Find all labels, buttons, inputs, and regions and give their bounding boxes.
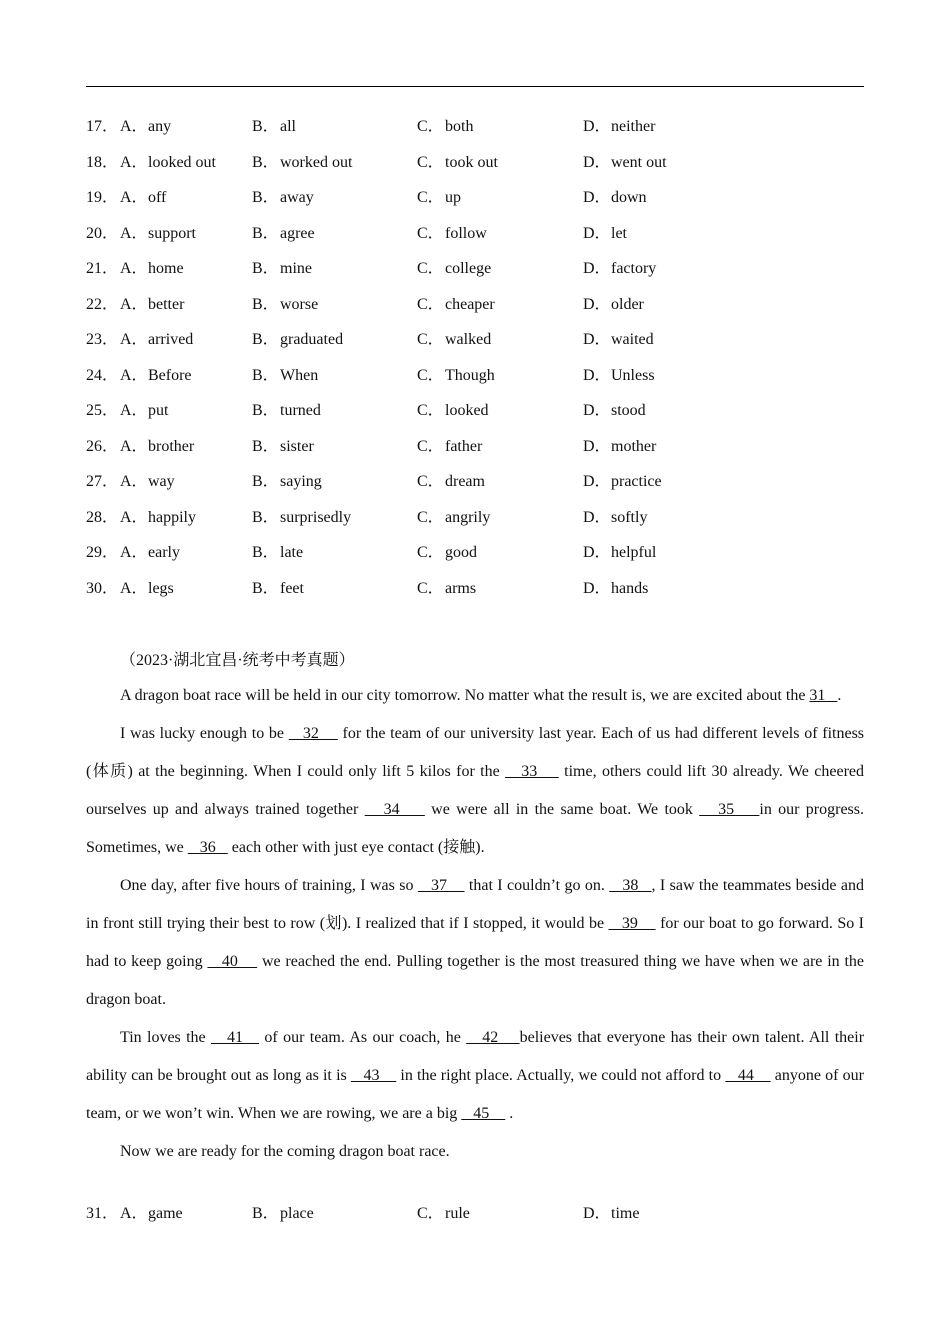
option-a bbox=[120, 151, 216, 175]
option-a bbox=[120, 328, 193, 352]
option-text: game bbox=[148, 1205, 183, 1222]
option-letter: A． bbox=[120, 189, 148, 206]
option-letter: C． bbox=[417, 437, 444, 455]
option-letter: A． bbox=[120, 260, 148, 277]
option-text: arrived bbox=[148, 331, 194, 348]
option-text: looked out bbox=[148, 153, 216, 171]
option-a bbox=[120, 115, 171, 139]
question-row bbox=[86, 257, 864, 281]
question-row bbox=[86, 577, 864, 601]
blank-38: 38 bbox=[609, 877, 652, 894]
option-text: hands bbox=[611, 579, 649, 597]
option-letter: C． bbox=[417, 224, 444, 242]
option-text: cheaper bbox=[445, 295, 495, 313]
option-c bbox=[417, 435, 482, 459]
option-text: legs bbox=[148, 579, 174, 597]
option-letter: B． bbox=[252, 118, 279, 135]
option-c bbox=[417, 115, 473, 139]
passage-source: （2023·湖北宜昌·统考中考真题） bbox=[120, 652, 355, 669]
option-a bbox=[120, 435, 194, 459]
blank-41: 41 bbox=[211, 1029, 260, 1046]
option-letter: D． bbox=[583, 331, 611, 348]
option-letter: D． bbox=[583, 437, 611, 455]
option-text: late bbox=[280, 544, 304, 561]
option-letter: A． bbox=[120, 153, 148, 171]
option-letter: C． bbox=[417, 1205, 444, 1222]
option-d bbox=[583, 470, 662, 494]
option-letter: D． bbox=[583, 295, 611, 313]
option-text: looked bbox=[445, 402, 489, 419]
option-b bbox=[252, 115, 296, 139]
option-a bbox=[120, 364, 192, 388]
option-letter: B． bbox=[252, 437, 279, 455]
option-text: both bbox=[445, 118, 474, 135]
question-number: 30． bbox=[86, 579, 119, 597]
option-text: neither bbox=[611, 118, 656, 135]
option-text: better bbox=[148, 295, 185, 313]
option-text: off bbox=[148, 189, 167, 206]
option-letter: A． bbox=[120, 224, 148, 242]
option-d bbox=[583, 1202, 639, 1226]
question-row bbox=[86, 151, 864, 175]
option-letter: B． bbox=[252, 402, 279, 419]
blank-33: 33 bbox=[505, 763, 559, 780]
option-a bbox=[120, 470, 175, 494]
option-letter: C． bbox=[417, 295, 444, 313]
option-letter: A． bbox=[120, 544, 148, 561]
option-text: mother bbox=[611, 437, 657, 455]
option-letter: A． bbox=[120, 295, 148, 313]
option-text: stood bbox=[611, 402, 646, 419]
question-number: 25． bbox=[86, 402, 119, 419]
option-text: went out bbox=[611, 153, 667, 171]
question-row bbox=[86, 328, 864, 352]
passage-paragraph-5: Now we are ready for the coming dragon boat race. bbox=[120, 1143, 450, 1160]
option-letter: D． bbox=[583, 402, 611, 419]
option-letter: D． bbox=[583, 189, 611, 206]
option-d bbox=[583, 151, 667, 175]
option-text: dream bbox=[445, 473, 485, 490]
question-row bbox=[86, 115, 864, 139]
option-a bbox=[120, 577, 174, 601]
option-text: helpful bbox=[611, 544, 657, 561]
option-b bbox=[252, 1202, 314, 1226]
option-letter: B． bbox=[252, 153, 279, 171]
question-row bbox=[86, 506, 864, 530]
blank-43: 43 bbox=[350, 1067, 397, 1084]
question-row bbox=[86, 222, 864, 246]
option-d bbox=[583, 293, 644, 317]
option-text: saying bbox=[280, 473, 322, 490]
option-text: early bbox=[148, 544, 180, 561]
option-a bbox=[120, 541, 180, 565]
question-number: 29． bbox=[86, 544, 119, 561]
option-d bbox=[583, 506, 647, 530]
option-text: factory bbox=[611, 260, 657, 277]
option-a bbox=[120, 257, 184, 281]
option-c bbox=[417, 506, 490, 530]
blank-39: 39 bbox=[608, 915, 656, 932]
option-text: feet bbox=[280, 579, 304, 597]
question-number: 31． bbox=[86, 1205, 119, 1222]
option-letter: B． bbox=[252, 366, 279, 384]
option-letter: B． bbox=[252, 1205, 279, 1222]
option-letter: C． bbox=[417, 579, 444, 597]
question-number: 18． bbox=[86, 153, 119, 171]
option-letter: A． bbox=[120, 118, 148, 135]
passage-paragraph-1: A dragon boat race will be held in our city tomorrow. No matter what the result is, we are excited about the 31 . bbox=[120, 687, 842, 704]
option-text: graduated bbox=[280, 331, 344, 348]
option-letter: B． bbox=[252, 295, 279, 313]
question-row bbox=[86, 364, 864, 388]
option-b bbox=[252, 541, 303, 565]
option-text: away bbox=[280, 189, 314, 206]
option-text: worked out bbox=[280, 153, 353, 171]
question-row bbox=[86, 293, 864, 317]
option-text: happily bbox=[148, 508, 196, 526]
option-text: softly bbox=[611, 508, 648, 526]
option-letter: B． bbox=[252, 260, 279, 277]
option-a bbox=[120, 506, 196, 530]
blank-37: 37 bbox=[417, 877, 465, 894]
option-d bbox=[583, 222, 627, 246]
option-letter: D． bbox=[583, 224, 611, 242]
question-number: 24． bbox=[86, 366, 119, 384]
option-text: took out bbox=[445, 153, 498, 171]
question-row bbox=[86, 399, 864, 423]
blank-36: 36 bbox=[187, 839, 228, 856]
option-c bbox=[417, 577, 476, 601]
option-d bbox=[583, 257, 656, 281]
option-c bbox=[417, 470, 485, 494]
option-c bbox=[417, 541, 477, 565]
blank-32: 32 bbox=[288, 725, 338, 742]
option-letter: C． bbox=[417, 366, 444, 384]
option-letter: C． bbox=[417, 402, 444, 419]
option-text: mine bbox=[280, 260, 312, 277]
option-text: Unless bbox=[611, 366, 655, 384]
option-c bbox=[417, 364, 495, 388]
option-a bbox=[120, 399, 168, 423]
question-number: 23． bbox=[86, 331, 119, 348]
question-row bbox=[86, 470, 864, 494]
question-row bbox=[86, 541, 864, 565]
option-text: walked bbox=[445, 331, 492, 348]
option-d bbox=[583, 399, 646, 423]
blank-44: 44 bbox=[725, 1067, 771, 1084]
cloze-passage bbox=[86, 677, 864, 1171]
blank-31: 31 bbox=[809, 687, 838, 704]
option-text: follow bbox=[445, 224, 487, 242]
option-text: agree bbox=[280, 224, 315, 242]
option-c bbox=[417, 328, 491, 352]
option-text: Before bbox=[148, 366, 192, 384]
option-letter: A． bbox=[120, 366, 148, 384]
option-letter: B． bbox=[252, 189, 279, 206]
option-letter: C． bbox=[417, 189, 444, 206]
option-letter: C． bbox=[417, 118, 444, 135]
option-text: Though bbox=[445, 366, 495, 384]
option-text: brother bbox=[148, 437, 195, 455]
option-a bbox=[120, 222, 196, 246]
option-letter: A． bbox=[120, 579, 148, 597]
option-text: let bbox=[611, 224, 627, 242]
option-letter: C． bbox=[417, 331, 444, 348]
option-letter: A． bbox=[120, 508, 148, 526]
option-b bbox=[252, 186, 314, 210]
option-text: rule bbox=[445, 1205, 470, 1222]
option-letter: B． bbox=[252, 331, 279, 348]
option-d bbox=[583, 186, 647, 210]
option-text: turned bbox=[280, 402, 321, 419]
option-b bbox=[252, 257, 312, 281]
option-c bbox=[417, 186, 461, 210]
option-c bbox=[417, 1202, 470, 1226]
question-number: 28． bbox=[86, 508, 119, 526]
option-letter: D． bbox=[583, 1205, 611, 1222]
option-text: all bbox=[280, 118, 296, 135]
option-d bbox=[583, 541, 656, 565]
blank-40: 40 bbox=[207, 953, 258, 970]
option-letter: C． bbox=[417, 153, 444, 171]
option-letter: D． bbox=[583, 118, 611, 135]
option-letter: C． bbox=[417, 473, 444, 490]
option-b bbox=[252, 435, 314, 459]
option-b bbox=[252, 470, 322, 494]
option-letter: D． bbox=[583, 544, 611, 561]
question-number: 21． bbox=[86, 260, 119, 277]
question-number: 17． bbox=[86, 118, 119, 135]
question-row bbox=[86, 435, 864, 459]
option-text: put bbox=[148, 402, 169, 419]
option-b bbox=[252, 506, 351, 530]
passage-paragraph-2: I was lucky enough to be 32 for the team of our university last year. Each of us had different levels of fitness (体质) at the beginning. When I could only lift 5 kilos for the 33 time, others could lift 30 already. We cheered ourselves up and always trained together 34 we were all in the same boat. We took 35 in our progress. Sometimes, we 36 each other with just eye contact (接触). bbox=[86, 725, 865, 856]
option-letter: D． bbox=[583, 366, 611, 384]
option-d bbox=[583, 577, 648, 601]
option-a bbox=[120, 186, 166, 210]
option-text: practice bbox=[611, 473, 662, 490]
option-letter: D． bbox=[583, 579, 611, 597]
option-letter: A． bbox=[120, 331, 148, 348]
option-d bbox=[583, 115, 655, 139]
option-text: surprisedly bbox=[280, 508, 352, 526]
question-row bbox=[86, 1202, 864, 1226]
option-letter: B． bbox=[252, 579, 279, 597]
option-text: up bbox=[445, 189, 461, 206]
option-text: home bbox=[148, 260, 184, 277]
option-b bbox=[252, 222, 315, 246]
option-b bbox=[252, 328, 343, 352]
option-text: worse bbox=[280, 295, 319, 313]
option-c bbox=[417, 222, 487, 246]
option-d bbox=[583, 328, 654, 352]
option-b bbox=[252, 577, 304, 601]
question-number: 22． bbox=[86, 295, 119, 313]
question-number: 20． bbox=[86, 224, 119, 242]
option-a bbox=[120, 1202, 183, 1226]
question-row bbox=[86, 186, 864, 210]
option-text: waited bbox=[611, 331, 654, 348]
blank-35: 35 bbox=[699, 801, 760, 818]
option-letter: D． bbox=[583, 153, 611, 171]
option-d bbox=[583, 435, 656, 459]
option-letter: B． bbox=[252, 508, 279, 526]
option-d bbox=[583, 364, 655, 388]
option-letter: C． bbox=[417, 508, 444, 526]
blank-45: 45 bbox=[461, 1105, 506, 1122]
option-text: way bbox=[148, 473, 175, 490]
option-c bbox=[417, 257, 491, 281]
option-letter: D． bbox=[583, 260, 611, 277]
option-letter: A． bbox=[120, 473, 148, 490]
header-rule bbox=[86, 86, 864, 87]
option-letter: A． bbox=[120, 437, 148, 455]
option-letter: A． bbox=[120, 402, 148, 419]
option-b bbox=[252, 293, 318, 317]
option-letter: B． bbox=[252, 473, 279, 490]
option-text: older bbox=[611, 295, 644, 313]
question-number: 27． bbox=[86, 473, 119, 490]
option-letter: C． bbox=[417, 260, 444, 277]
option-text: father bbox=[445, 437, 483, 455]
option-text: time bbox=[611, 1205, 640, 1222]
option-c bbox=[417, 151, 498, 175]
option-text: support bbox=[148, 224, 196, 242]
option-a bbox=[120, 293, 184, 317]
passage-paragraph-3: One day, after five hours of training, I was so 37 that I couldn’t go on. 38 , I saw the teammates beside and in front still trying their best to row (划). I realized that if I stopped, it would be 39 for our boat to go forward. So I had to keep going 40 we reached the end. Pulling together is the most treasured thing we have when we are in the dragon boat. bbox=[86, 877, 865, 1008]
option-b bbox=[252, 364, 318, 388]
option-text: place bbox=[280, 1205, 314, 1222]
option-letter: A． bbox=[120, 1205, 148, 1222]
option-text: When bbox=[280, 366, 319, 384]
option-b bbox=[252, 399, 321, 423]
option-letter: D． bbox=[583, 473, 611, 490]
option-text: down bbox=[611, 189, 647, 206]
blank-34: 34 bbox=[364, 801, 425, 818]
option-text: college bbox=[445, 260, 492, 277]
option-letter: B． bbox=[252, 224, 279, 242]
option-b bbox=[252, 151, 352, 175]
option-text: any bbox=[148, 118, 172, 135]
option-text: angrily bbox=[445, 508, 491, 526]
blank-42: 42 bbox=[466, 1029, 520, 1046]
option-letter: D． bbox=[583, 508, 611, 526]
option-c bbox=[417, 399, 489, 423]
option-text: arms bbox=[445, 579, 477, 597]
option-text: sister bbox=[280, 437, 314, 455]
passage-paragraph-4: Tin loves the 41 of our team. As our coach, he 42 believes that everyone has their own talent. All their ability can be brought out as long as it is 43 in the right place. Actually, we could not afford to 44 anyone of our team, or we won’t win. When we are rowing, we are a big 45 . bbox=[86, 1029, 865, 1122]
option-letter: C． bbox=[417, 544, 444, 561]
option-c bbox=[417, 293, 495, 317]
option-letter: B． bbox=[252, 544, 279, 561]
question-number: 26． bbox=[86, 437, 119, 455]
question-number: 19． bbox=[86, 189, 119, 206]
option-text: good bbox=[445, 544, 477, 561]
